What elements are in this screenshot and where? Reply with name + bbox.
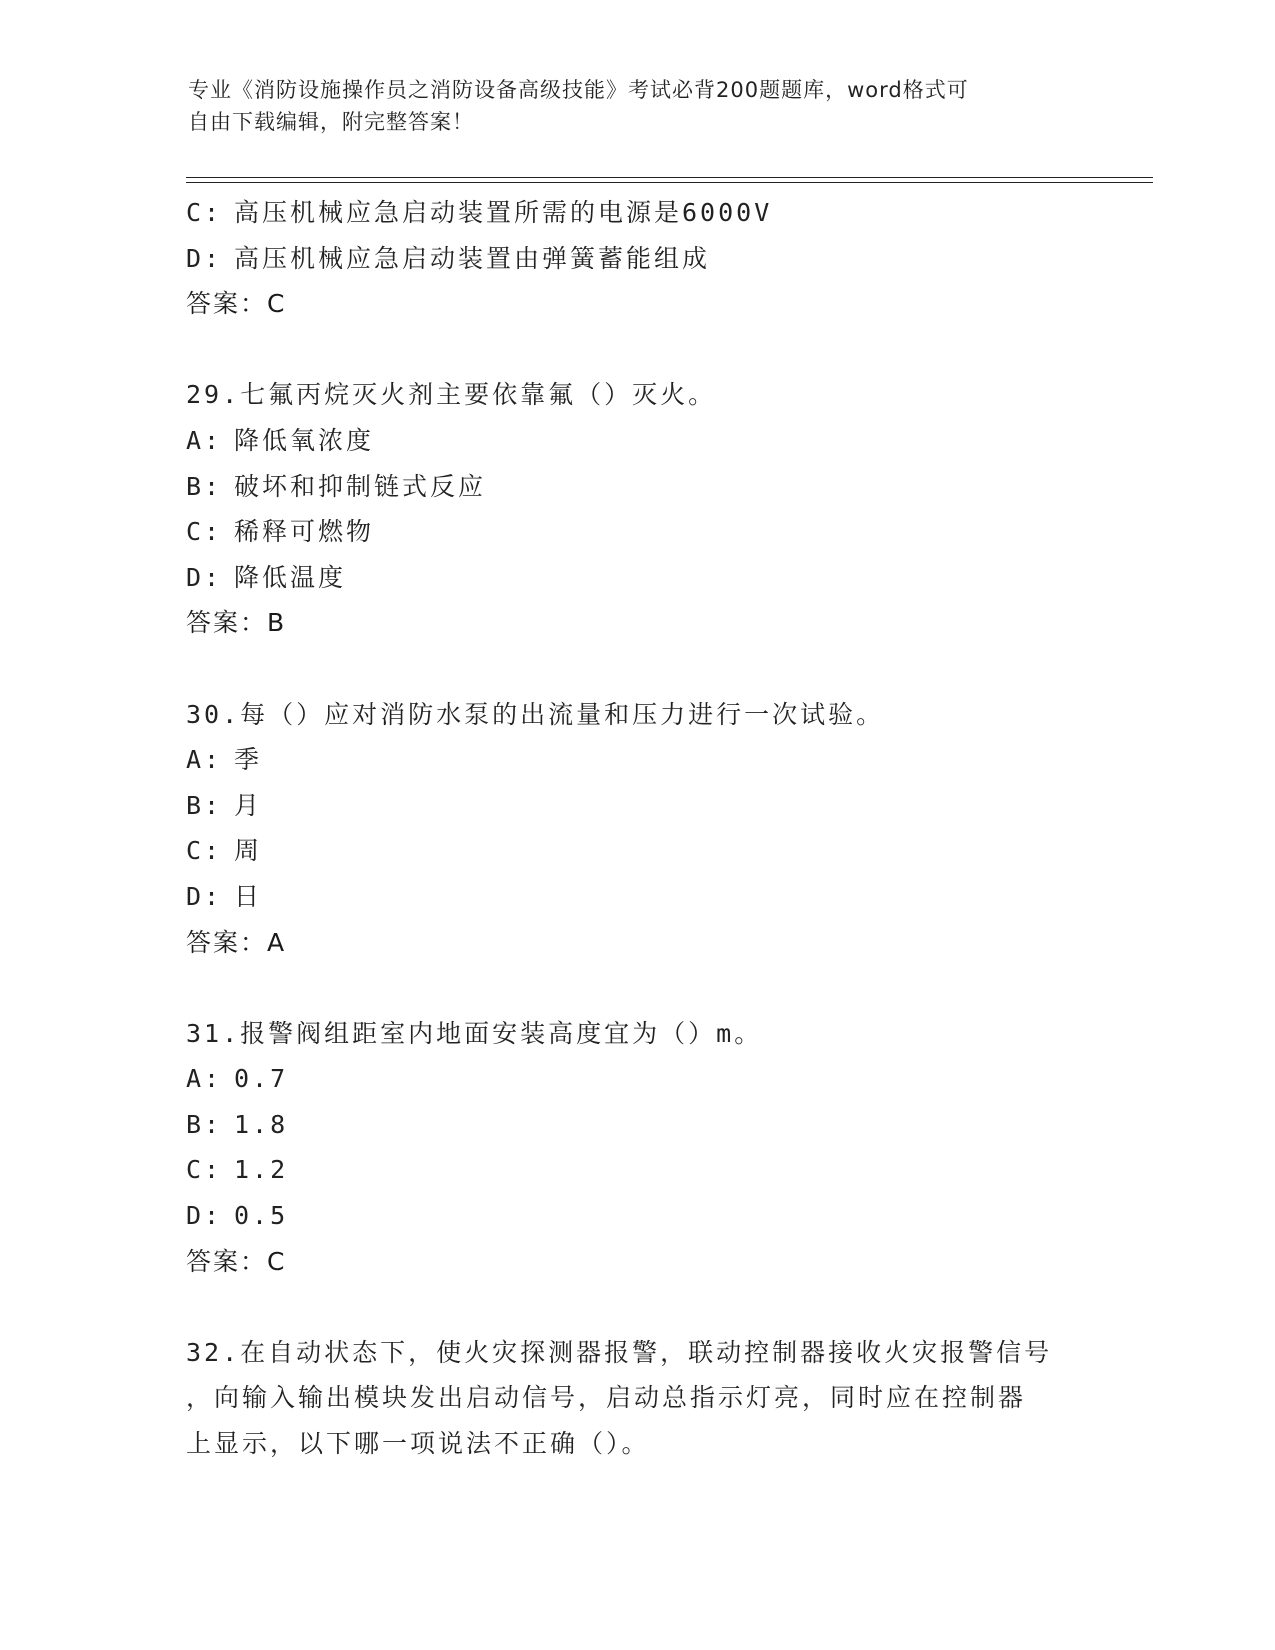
question-30 bbox=[186, 692, 1086, 966]
option-b bbox=[186, 783, 1086, 829]
option-label: A: bbox=[186, 1064, 223, 1094]
option-label: D: bbox=[186, 243, 223, 273]
option-b bbox=[186, 1102, 1086, 1148]
option-text: 0.7 bbox=[234, 1064, 289, 1094]
option-label: D: bbox=[186, 881, 223, 911]
question-stem: 29.七氟丙烷灭火剂主要依靠氟（）灭火。 bbox=[186, 380, 717, 410]
option-text: 降低氧浓度 bbox=[234, 425, 375, 455]
option-label: D: bbox=[186, 1201, 223, 1231]
option-text: 稀释可燃物 bbox=[234, 517, 375, 547]
answer-line: 答案：A bbox=[186, 927, 287, 957]
option-c bbox=[186, 828, 1086, 874]
option-label: B: bbox=[186, 471, 223, 501]
question-stem-line-1: 32.在自动状态下，使火灾探测器报警，联动控制器接收火灾报警信号 bbox=[186, 1337, 1053, 1367]
option-d bbox=[186, 874, 1086, 920]
question-stem-line-2: ，向输入输出模块发出启动信号，启动总指示灯亮，同时应在控制器 bbox=[186, 1383, 1027, 1413]
option-label: A: bbox=[186, 745, 223, 775]
option-a bbox=[186, 1056, 1086, 1102]
question-31 bbox=[186, 1011, 1086, 1285]
option-d bbox=[186, 1193, 1086, 1239]
option-text: 日 bbox=[234, 881, 263, 911]
header-line-2: 自由下载编辑，附完整答案！ bbox=[188, 110, 474, 134]
option-text: 季 bbox=[234, 745, 263, 775]
question-29 bbox=[186, 372, 1086, 646]
option-c bbox=[186, 1147, 1086, 1193]
option-c bbox=[186, 190, 1086, 236]
option-label: B: bbox=[186, 790, 223, 820]
question-32 bbox=[186, 1330, 1086, 1467]
question-stem: 31.报警阀组距室内地面安装高度宜为（）m。 bbox=[186, 1018, 763, 1048]
option-a bbox=[186, 418, 1086, 464]
answer-line: 答案：B bbox=[186, 608, 287, 638]
option-text: 1.8 bbox=[234, 1109, 289, 1139]
answer-line: 答案：C bbox=[186, 1246, 287, 1276]
question-stem: 30.每（）应对消防水泵的出流量和压力进行一次试验。 bbox=[186, 699, 885, 729]
option-b bbox=[186, 464, 1086, 510]
option-label: C: bbox=[186, 517, 223, 547]
option-d bbox=[186, 555, 1086, 601]
option-label: B: bbox=[186, 1109, 223, 1139]
option-label: A: bbox=[186, 425, 223, 455]
option-label: C: bbox=[186, 198, 223, 227]
option-text: 破坏和抑制链式反应 bbox=[234, 471, 487, 501]
header-divider-bottom bbox=[186, 182, 1153, 183]
option-text: 月 bbox=[234, 790, 263, 820]
option-label: C: bbox=[186, 836, 223, 866]
option-a bbox=[186, 737, 1086, 783]
question-list bbox=[186, 190, 1086, 1467]
question-28-continued bbox=[186, 190, 1086, 327]
option-text: 降低温度 bbox=[234, 562, 347, 592]
option-label: C: bbox=[186, 1155, 223, 1185]
option-text: 1.2 bbox=[234, 1155, 289, 1185]
option-text: 高压机械应急启动装置由弹簧蓄能组成 bbox=[234, 243, 711, 273]
option-text: 0.5 bbox=[234, 1201, 289, 1231]
option-d bbox=[186, 236, 1086, 282]
header-divider-top bbox=[186, 177, 1153, 178]
header-line-1: 专业《消防设施操作员之消防设备高级技能》考试必背200题题库，word格式可 bbox=[188, 78, 969, 102]
option-text: 高压机械应急启动装置所需的电源是6000V bbox=[234, 198, 773, 227]
option-text: 周 bbox=[234, 836, 263, 866]
question-stem-line-3: 上显示，以下哪一项说法不正确（）。 bbox=[186, 1429, 650, 1459]
document-header bbox=[188, 74, 1068, 138]
option-label: D: bbox=[186, 562, 223, 592]
option-c bbox=[186, 509, 1086, 555]
answer-line: 答案：C bbox=[186, 289, 287, 319]
